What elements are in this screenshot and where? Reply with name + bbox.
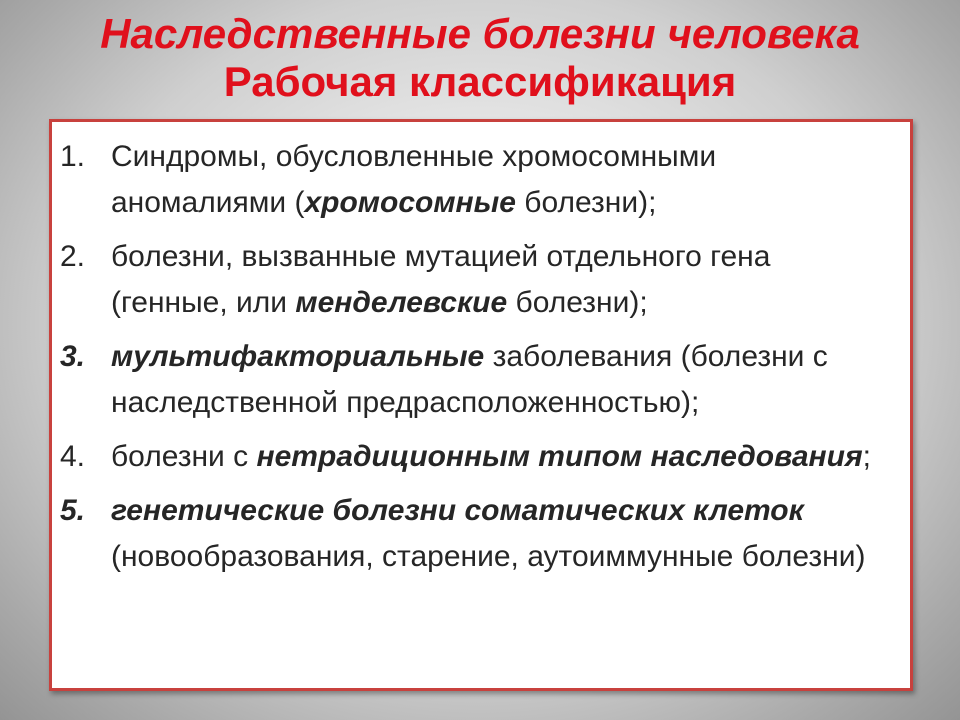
- item-text-pre: болезни, вызванные мутацией отдельного гена (генные, или: [111, 240, 771, 319]
- item-emphasis: хромосомные: [304, 186, 516, 219]
- item-emphasis: генетические болезни соматических клеток: [111, 494, 804, 527]
- list-item: [60, 434, 890, 480]
- item-text-pre: Синдромы, обусловленные хромосомными аномалиями (: [111, 140, 717, 219]
- item-text-post: болезни);: [515, 186, 657, 219]
- list-item: [60, 488, 890, 580]
- classification-box: [49, 119, 913, 691]
- list-item: [60, 234, 890, 326]
- item-emphasis: мультифакториальные: [111, 340, 485, 373]
- item-text-pre: болезни с: [111, 440, 257, 473]
- title-line-2: Рабочая классификация: [223, 58, 737, 105]
- item-emphasis: нетрадиционным типом наследования: [256, 440, 863, 473]
- classification-list: [60, 134, 890, 588]
- item-text-post: ;: [862, 440, 871, 473]
- item-number: 5.: [60, 494, 86, 527]
- slide-title: [0, 10, 960, 106]
- item-number: 2.: [60, 240, 86, 273]
- item-emphasis: менделевские: [295, 286, 508, 319]
- item-number: 4.: [60, 440, 86, 473]
- list-item: [60, 334, 890, 426]
- item-text-post: болезни);: [507, 286, 648, 319]
- list-item: [60, 134, 890, 226]
- item-text-post: (новообразования, старение, аутоиммунные болезни): [111, 540, 866, 573]
- title-line-1: Наследственные болезни человека: [100, 10, 860, 57]
- item-number: 1.: [60, 140, 86, 173]
- item-number: 3.: [60, 340, 86, 373]
- item-text-post: заболевания (болезни с наследственной предрасположенностью);: [111, 340, 828, 419]
